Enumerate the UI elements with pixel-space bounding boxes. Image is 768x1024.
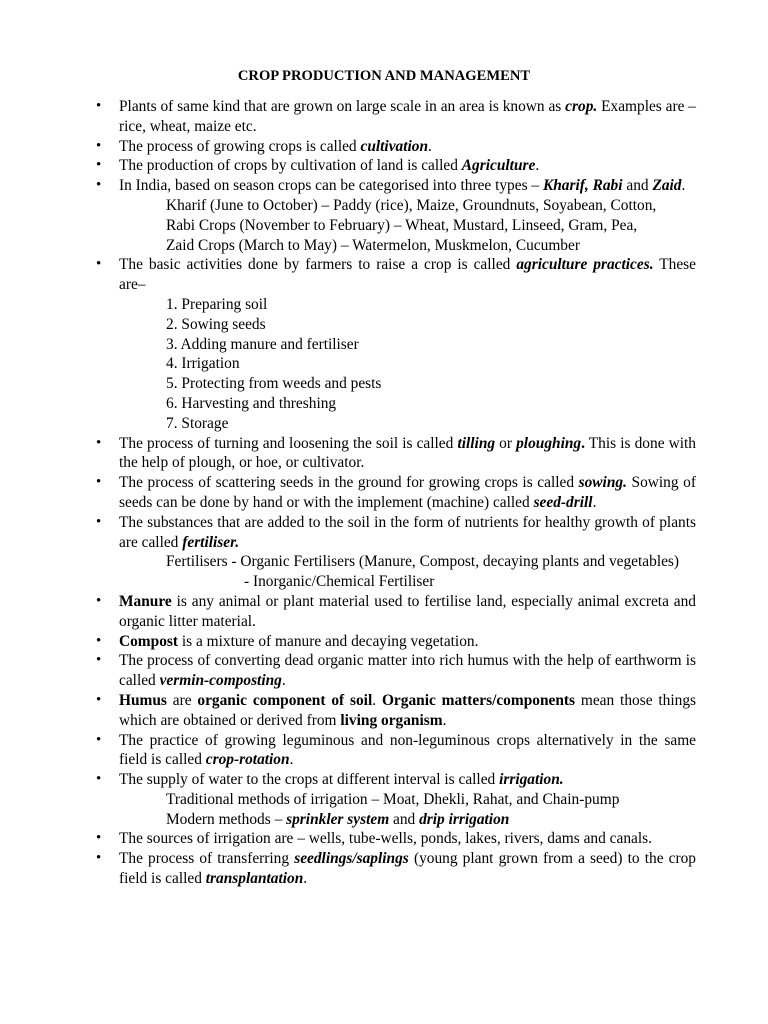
list-item: • The substances that are added to the soil in the form of nutrients for healthy growth of plants are called fertiliser.	[0, 513, 768, 553]
notes-body	[0, 97, 768, 889]
term-agriculture: Agriculture	[461, 157, 536, 175]
season-line: Rabi Crops (November to February) – Wheat, Mustard, Linseed, Gram, Pea,	[166, 216, 638, 234]
list-item: • The supply of water to the crops at different interval is called irrigation.	[0, 770, 768, 790]
term-sowing: sowing.	[578, 474, 627, 492]
term-seed-drill: seed-drill	[533, 493, 593, 511]
term-compost: Compost	[119, 632, 178, 650]
season-line: Zaid Crops (March to May) – Watermelon, Muskmelon, Cucumber	[166, 236, 580, 254]
list-item: • In India, based on season crops can be categorised into three types – Kharif, Rabi and Zaid.	[0, 176, 768, 196]
list-item: • The process of growing crops is called cultivation.	[0, 137, 768, 157]
list-item: • The process of converting dead organic matter into rich humus with the help of earthworm is called vermin-composting.	[0, 651, 768, 691]
list-item: • Plants of same kind that are grown on large scale in an area is known as crop. Examples are – rice, wheat, maize etc.	[0, 97, 768, 137]
practice-step: 2. Sowing seeds	[166, 315, 266, 333]
practice-step: 3. Adding manure and fertiliser	[166, 335, 359, 353]
list-item: • The basic activities done by farmers to raise a crop is called agriculture practices. These are–	[0, 255, 768, 295]
irrigation-line: Modern methods – sprinkler system and drip irrigation	[166, 810, 510, 828]
practice-step: 7. Storage	[166, 414, 229, 432]
term-fertiliser: fertiliser.	[182, 533, 240, 551]
page-title: CROP PRODUCTION AND MANAGEMENT	[237, 68, 531, 84]
list-item: • The process of turning and loosening the soil is called tilling or ploughing. This is done with the help of plough, or hoe, or cultivator.	[0, 434, 768, 474]
term-irrigation: irrigation.	[499, 771, 564, 789]
term-crop: crop.	[565, 98, 598, 115]
term-vermin-composting: vermin-composting	[159, 672, 282, 690]
season-line: Kharif (June to October) – Paddy (rice), Maize, Groundnuts, Soyabean, Cotton,	[166, 196, 657, 214]
list-item: • Humus are organic component of soil. Organic matters/components mean those things which are obtained or derived from living organism.	[0, 691, 768, 731]
practice-step: 5. Protecting from weeds and pests	[166, 375, 382, 393]
practice-step: 1. Preparing soil	[166, 295, 268, 313]
list-item: • The production of crops by cultivation of land is called Agriculture.	[0, 156, 768, 176]
irrigation-line: Traditional methods of irrigation – Moat, Dhekli, Rahat, and Chain-pump	[166, 790, 620, 808]
term-crop-rotation: crop-rotation	[205, 751, 290, 769]
fertiliser-line: - Inorganic/Chemical Fertiliser	[244, 573, 435, 591]
list-item: • The process of transferring seedlings/saplings (young plant grown from a seed) to the crop field is called transplantation.	[0, 849, 768, 889]
list-item: • Manure is any animal or plant material used to fertilise land, especially animal excreta and organic litter material.	[0, 592, 768, 632]
list-item: • The process of scattering seeds in the ground for growing crops is called sowing. Sowing of seeds can be done by hand or with the implement (machine) called seed-drill.	[0, 473, 768, 513]
list-item: • The sources of irrigation are – wells, tube-wells, ponds, lakes, rivers, dams and canals.	[0, 829, 768, 849]
term-zaid: Zaid	[652, 177, 682, 195]
fertiliser-line: Fertilisers - Organic Fertilisers (Manure, Compost, decaying plants and vegetables)	[166, 553, 680, 571]
term-seedlings: seedlings/saplings	[294, 850, 409, 868]
term-sprinkler: sprinkler system	[286, 810, 390, 828]
term-agriculture-practices: agriculture practices.	[516, 256, 654, 274]
list-item: • The practice of growing leguminous and non-leguminous crops alternatively in the same field is called crop-rotation.	[0, 731, 768, 771]
term-kharif-rabi: Kharif, Rabi	[542, 177, 623, 195]
term-ploughing: ploughing	[516, 434, 582, 452]
term-transplantation: transplantation	[205, 870, 304, 888]
list-item: • Compost is a mixture of manure and decaying vegetation.	[0, 632, 768, 652]
practice-step: 4. Irrigation	[166, 355, 240, 373]
term-cultivation: cultivation	[360, 137, 429, 155]
term-manure: Manure	[119, 592, 172, 610]
term-drip: drip irrigation	[419, 810, 510, 828]
term-tilling: tilling	[457, 434, 496, 452]
practice-step: 6. Harvesting and threshing	[166, 394, 337, 412]
